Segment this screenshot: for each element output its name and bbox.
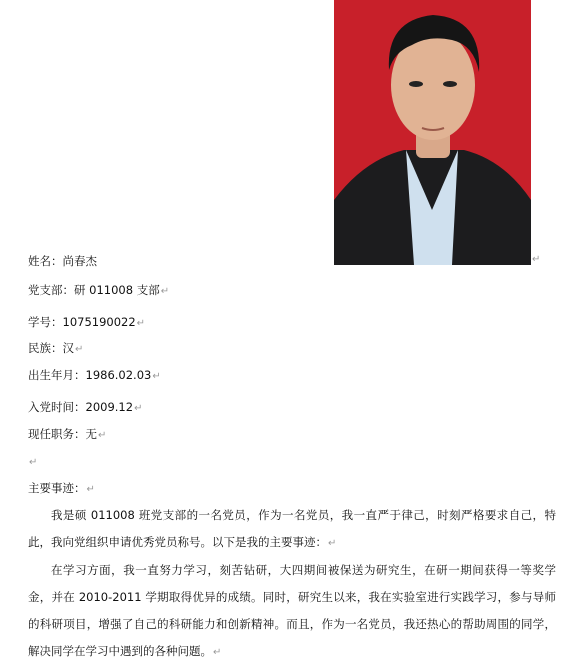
paragraph-mark-icon: ↵ <box>532 254 541 265</box>
paragraph-mark-icon: ↵ <box>134 403 143 414</box>
field-student-id: 学号：1075190022↵ <box>28 315 146 329</box>
paragraph-mark-icon: ↵ <box>160 286 170 297</box>
field-ethnicity: 民族：汉↵ <box>28 341 84 355</box>
paragraph-mark-icon: ↵ <box>98 430 107 441</box>
field-name: 姓名：尚春杰 <box>28 254 97 268</box>
paragraph-mark-icon: ↵ <box>152 371 161 382</box>
paragraph-mark-icon: ↵ <box>328 538 337 549</box>
paragraph-mark-icon: ↵ <box>136 318 146 329</box>
paragraph-mark-icon: ↵ <box>29 457 38 468</box>
empty-line <box>28 454 37 470</box>
section-title: 主要事迹：↵ <box>28 481 95 495</box>
paragraph-mark-icon: ↵ <box>75 344 84 355</box>
paragraph-study: 在学习方面，我一直努力学习，刻苦钻研，大四期间被保送为研究生，在研一期间获得一等奖学金，并在 2010-2011 学期取得优异的成绩。同时，研究生以来，我在实验室进行实践学习，参与导师的科研项目，增强了自己的科研能力和创新精神。而且，作为一名党员，我还热心的帮助周围的同学，解决同学在学习中遇到的各种问题。↵ <box>28 563 556 658</box>
paragraph-mark-icon: ↵ <box>86 484 95 495</box>
field-join-date: 入党时间：2009.12↵ <box>28 400 143 414</box>
main-deeds <box>28 502 556 666</box>
field-party-branch: 党支部：研 011008 支部↵ <box>28 283 170 297</box>
field-birth-date: 出生年月：1986.02.03↵ <box>28 368 161 382</box>
paragraph-intro: 我是硕 011008 班党支部的一名党员，作为一名党员，我一直严于律己，时刻严格要求自己，特此，我向党组织申请优秀党员称号。以下是我的主要事迹：↵ <box>28 508 556 549</box>
field-position: 现任职务：无↵ <box>28 427 107 441</box>
paragraph-mark-icon: ↵ <box>213 647 222 658</box>
portrait-photo <box>334 0 531 265</box>
